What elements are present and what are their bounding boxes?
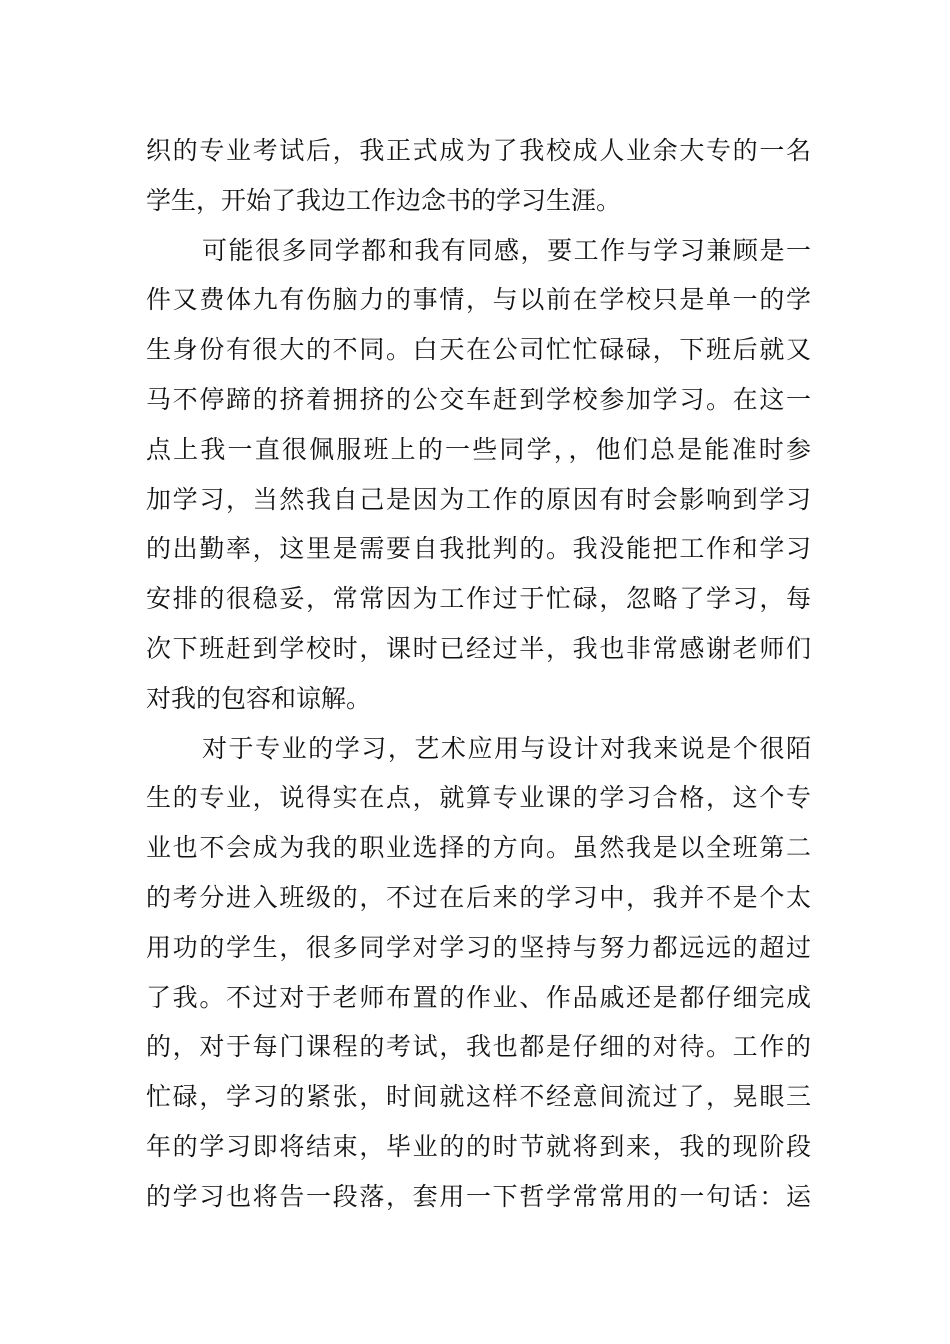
text-line: 学生，开始了我边工作边念书的学习生涯。 <box>146 185 622 215</box>
text-line: 织的专业考试后，我正式成为了我校成人业余大专的一名 <box>146 136 811 165</box>
text-line: 年的学习即将结束，毕业的的时节就将到来，我的现阶段 <box>146 1131 811 1161</box>
text-line: 对于专业的学习，艺术应用与设计对我来说是个很陌 <box>202 733 811 763</box>
paragraph <box>146 226 811 724</box>
text-line: 的出勤率，这里是需要自我批判的。我没能把工作和学习 <box>146 534 811 564</box>
text-line: 用功的学生，很多同学对学习的坚持与努力都远远的超过 <box>146 932 811 962</box>
text-line: 忙碌，学习的紧张，时间就这样不经意间流过了，晃眼三 <box>146 1082 811 1112</box>
text-line: 生身份有很大的不同。白天在公司忙忙碌碌，下班后就又 <box>146 335 811 365</box>
text-line: 安排的很稳妥，常常因为工作过于忙碌，忽略了学习，每 <box>146 584 811 614</box>
text-line: 生的专业，说得实在点，就算专业课的学习合格，这个专 <box>146 783 811 813</box>
text-line: 的学习也将告一段落，套用一下哲学常常用的一句话：运 <box>146 1181 811 1211</box>
text-line: 马不停蹄的挤着拥挤的公交车赶到学校参加学习。在这一 <box>146 384 811 414</box>
text-line: 加学习，当然我自己是因为工作的原因有时会影响到学习 <box>146 484 811 514</box>
text-line: 的考分进入班级的，不过在后来的学习中，我并不是个太 <box>146 882 811 912</box>
text-line: 的，对于每门课程的考试，我也都是仔细的对待。工作的 <box>146 1032 811 1062</box>
paragraph <box>146 126 811 226</box>
text-line: 次下班赶到学校时，课时已经过半，我也非常感谢老师们 <box>146 633 811 663</box>
text-line: 可能很多同学都和我有同感，要工作与学习兼顾是一 <box>202 235 811 265</box>
text-line: 对我的包容和谅解。 <box>146 683 372 713</box>
text-line: 业也不会成为我的职业选择的方向。虽然我是以全班第二 <box>146 833 811 863</box>
document-body <box>146 126 811 1222</box>
text-line: 件又费体九有伤脑力的事情，与以前在学校只是单一的学 <box>146 285 811 315</box>
paragraph <box>146 724 811 1222</box>
text-line: 点上我一直很佩服班上的一些同学，，他们总是能准时参 <box>146 434 811 464</box>
text-line: 了我。不过对于老师布置的作业、作品戚还是都仔细完成 <box>146 982 811 1012</box>
